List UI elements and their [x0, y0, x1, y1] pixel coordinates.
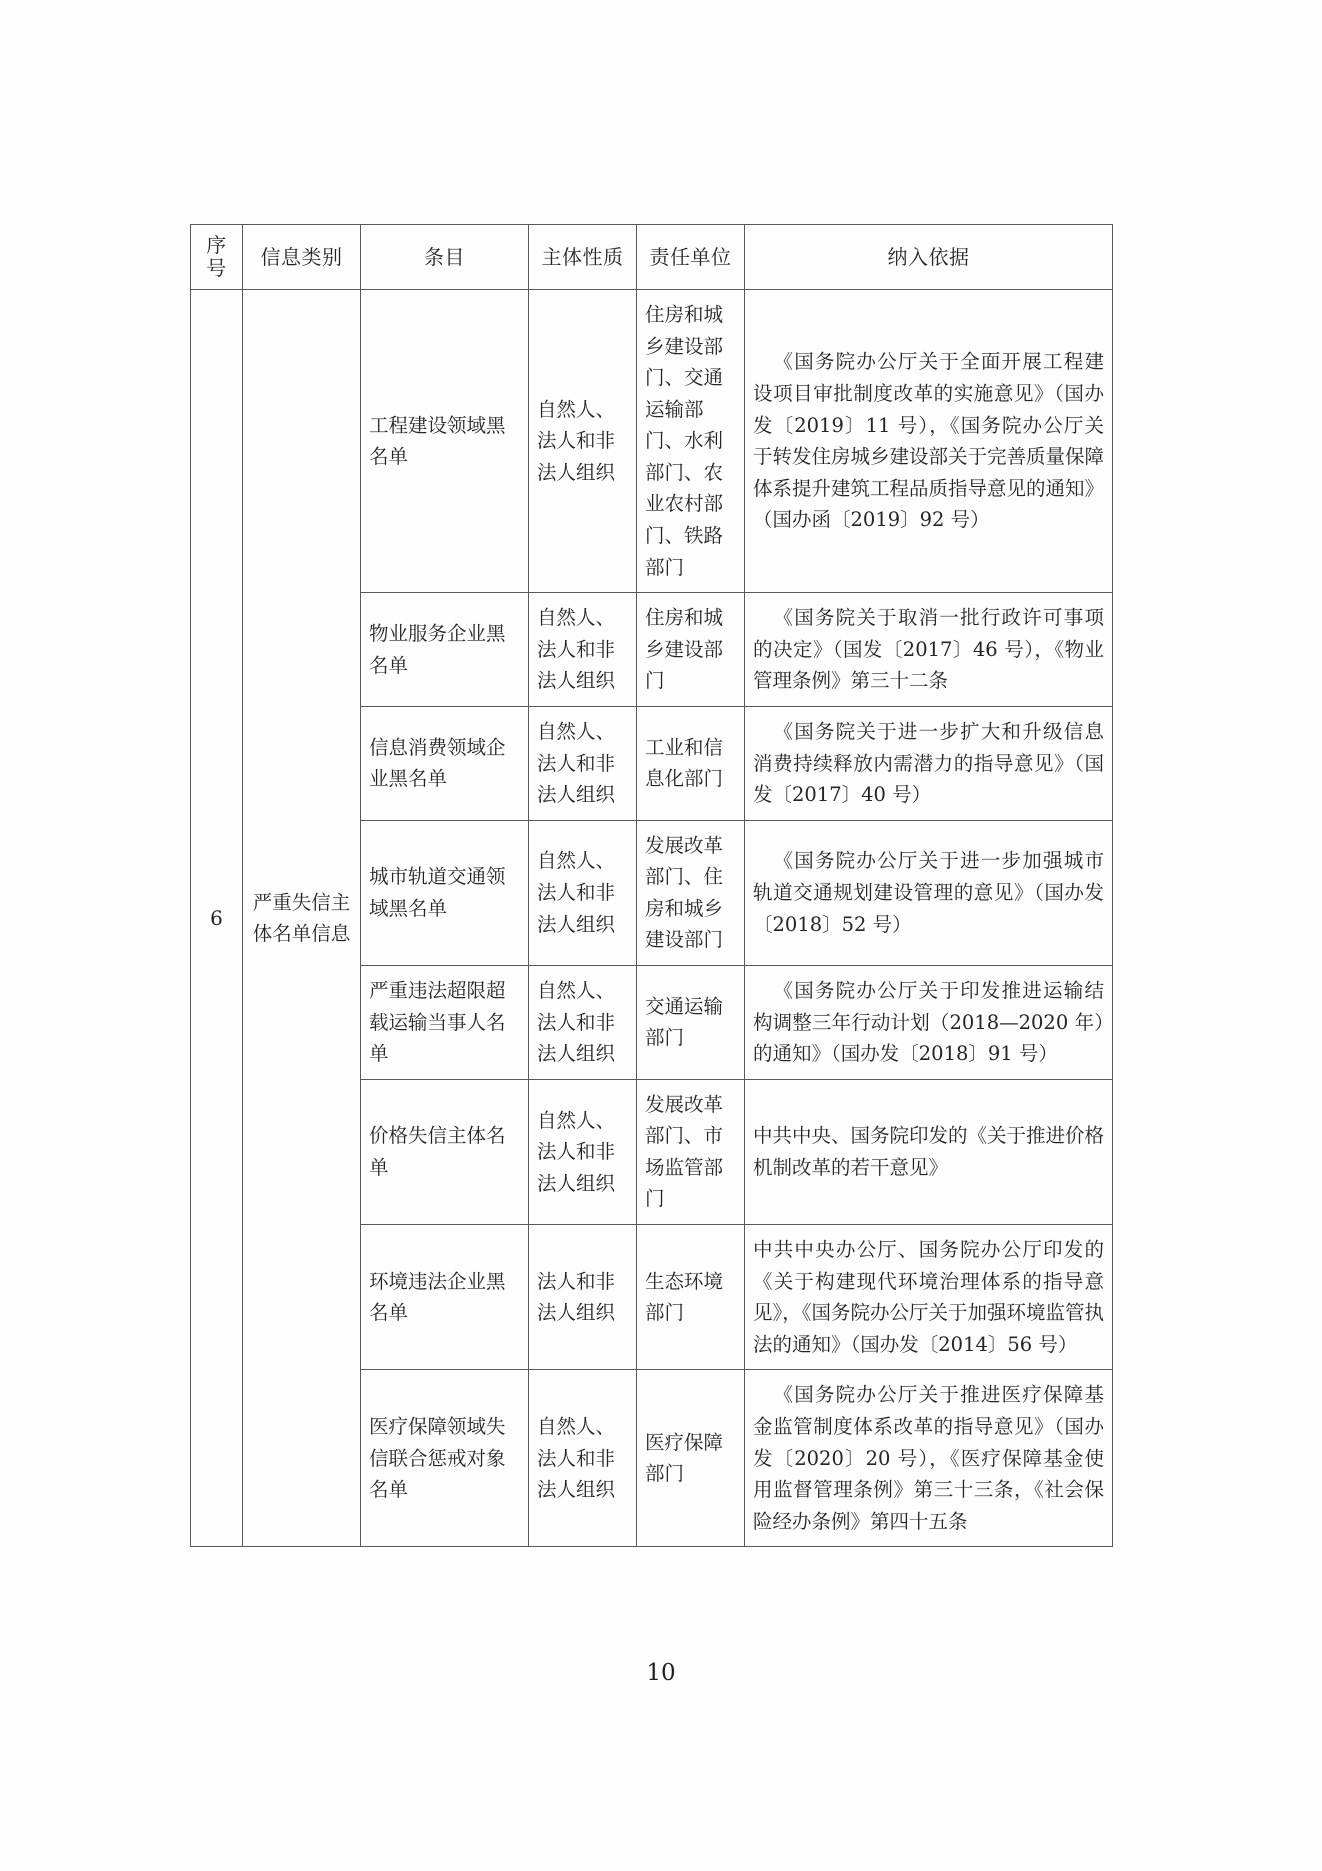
row-item-cell: 信息消费领域企业黑名单 — [361, 706, 529, 820]
row-index-cell: 6 — [191, 290, 243, 1547]
header-row — [191, 225, 1113, 290]
row-inclusion-basis-cell: 《国务院办公厅关于印发推进运输结构调整三年行动计划（2018—2020 年）的通知》（国办发〔2018〕91 号） — [745, 965, 1113, 1079]
row-inclusion-basis-cell: 中共中央办公厅、国务院办公厅印发的《关于构建现代环境治理体系的指导意见》，《国务院办公厅关于加强环境监管执法的通知》（国办发〔2014〕56 号） — [745, 1225, 1113, 1370]
row-item-cell: 城市轨道交通领域黑名单 — [361, 820, 529, 965]
row-inclusion-basis-cell: 《国务院办公厅关于推进医疗保障基金监管制度体系改革的指导意见》（国办发〔2020〕20 号），《医疗保障基金使用监督管理条例》第三十三条，《社会保险经办条例》第四十五条 — [745, 1370, 1113, 1547]
row-category-cell: 严重失信主体名单信息 — [243, 290, 361, 1547]
row-subject-nature-cell: 自然人、法人和非法人组织 — [529, 290, 637, 593]
row-inclusion-basis-cell: 《国务院办公厅关于进一步加强城市轨道交通规划建设管理的意见》（国办发〔2018〕52 号） — [745, 820, 1113, 965]
table-row — [191, 290, 1113, 593]
row-responsible-unit-cell: 住房和城乡建设部门、交通运输部门、水利部门、农业农村部门、铁路部门 — [637, 290, 745, 593]
row-subject-nature-cell: 自然人、法人和非法人组织 — [529, 965, 637, 1079]
row-subject-nature-cell: 自然人、法人和非法人组织 — [529, 1079, 637, 1224]
header-index — [191, 225, 243, 290]
row-inclusion-basis-cell: 《国务院办公厅关于全面开展工程建设项目审批制度改革的实施意见》（国办发〔2019〕11 号），《国务院办公厅关于转发住房城乡建设部关于完善质量保障体系提升建筑工程品质指导意见的通知》（国办函〔2019〕92 号） — [745, 290, 1113, 593]
row-item-cell: 环境违法企业黑名单 — [361, 1225, 529, 1370]
row-inclusion-basis-cell: 中共中央、国务院印发的《关于推进价格机制改革的若干意见》 — [745, 1079, 1113, 1224]
header-index-char-1: 序 — [206, 233, 227, 257]
row-responsible-unit-cell: 生态环境部门 — [637, 1225, 745, 1370]
row-subject-nature-cell: 自然人、法人和非法人组织 — [529, 1370, 637, 1547]
row-responsible-unit-cell: 医疗保障部门 — [637, 1370, 745, 1547]
row-subject-nature-cell: 自然人、法人和非法人组织 — [529, 706, 637, 820]
header-inclusion-basis: 纳入依据 — [745, 225, 1113, 290]
header-responsible-unit: 责任单位 — [637, 225, 745, 290]
header-index-char-2: 号 — [206, 256, 227, 280]
credit-info-table — [190, 224, 1113, 1547]
row-item-cell: 物业服务企业黑名单 — [361, 593, 529, 707]
row-responsible-unit-cell: 发展改革部门、住房和城乡建设部门 — [637, 820, 745, 965]
table-header — [191, 225, 1113, 290]
table-body — [191, 290, 1113, 1547]
row-inclusion-basis-cell: 《国务院关于取消一批行政许可事项的决定》（国发〔2017〕46 号），《物业管理条例》第三十二条 — [745, 593, 1113, 707]
row-subject-nature-cell: 法人和非法人组织 — [529, 1225, 637, 1370]
header-category: 信息类别 — [243, 225, 361, 290]
row-item-cell: 价格失信主体名单 — [361, 1079, 529, 1224]
row-subject-nature-cell: 自然人、法人和非法人组织 — [529, 593, 637, 707]
row-inclusion-basis-cell: 《国务院关于进一步扩大和升级信息消费持续释放内需潜力的指导意见》（国发〔2017〕40 号） — [745, 706, 1113, 820]
table-container — [190, 224, 1112, 1547]
row-item-cell: 工程建设领域黑名单 — [361, 290, 529, 593]
row-responsible-unit-cell: 交通运输部门 — [637, 965, 745, 1079]
header-subject-nature: 主体性质 — [529, 225, 637, 290]
row-item-cell: 严重违法超限超载运输当事人名单 — [361, 965, 529, 1079]
page-number: 10 — [646, 1660, 676, 1686]
header-item: 条目 — [361, 225, 529, 290]
row-responsible-unit-cell: 发展改革部门、市场监管部门 — [637, 1079, 745, 1224]
row-subject-nature-cell: 自然人、法人和非法人组织 — [529, 820, 637, 965]
row-responsible-unit-cell: 住房和城乡建设部门 — [637, 593, 745, 707]
row-responsible-unit-cell: 工业和信息化部门 — [637, 706, 745, 820]
row-item-cell: 医疗保障领域失信联合惩戒对象名单 — [361, 1370, 529, 1547]
